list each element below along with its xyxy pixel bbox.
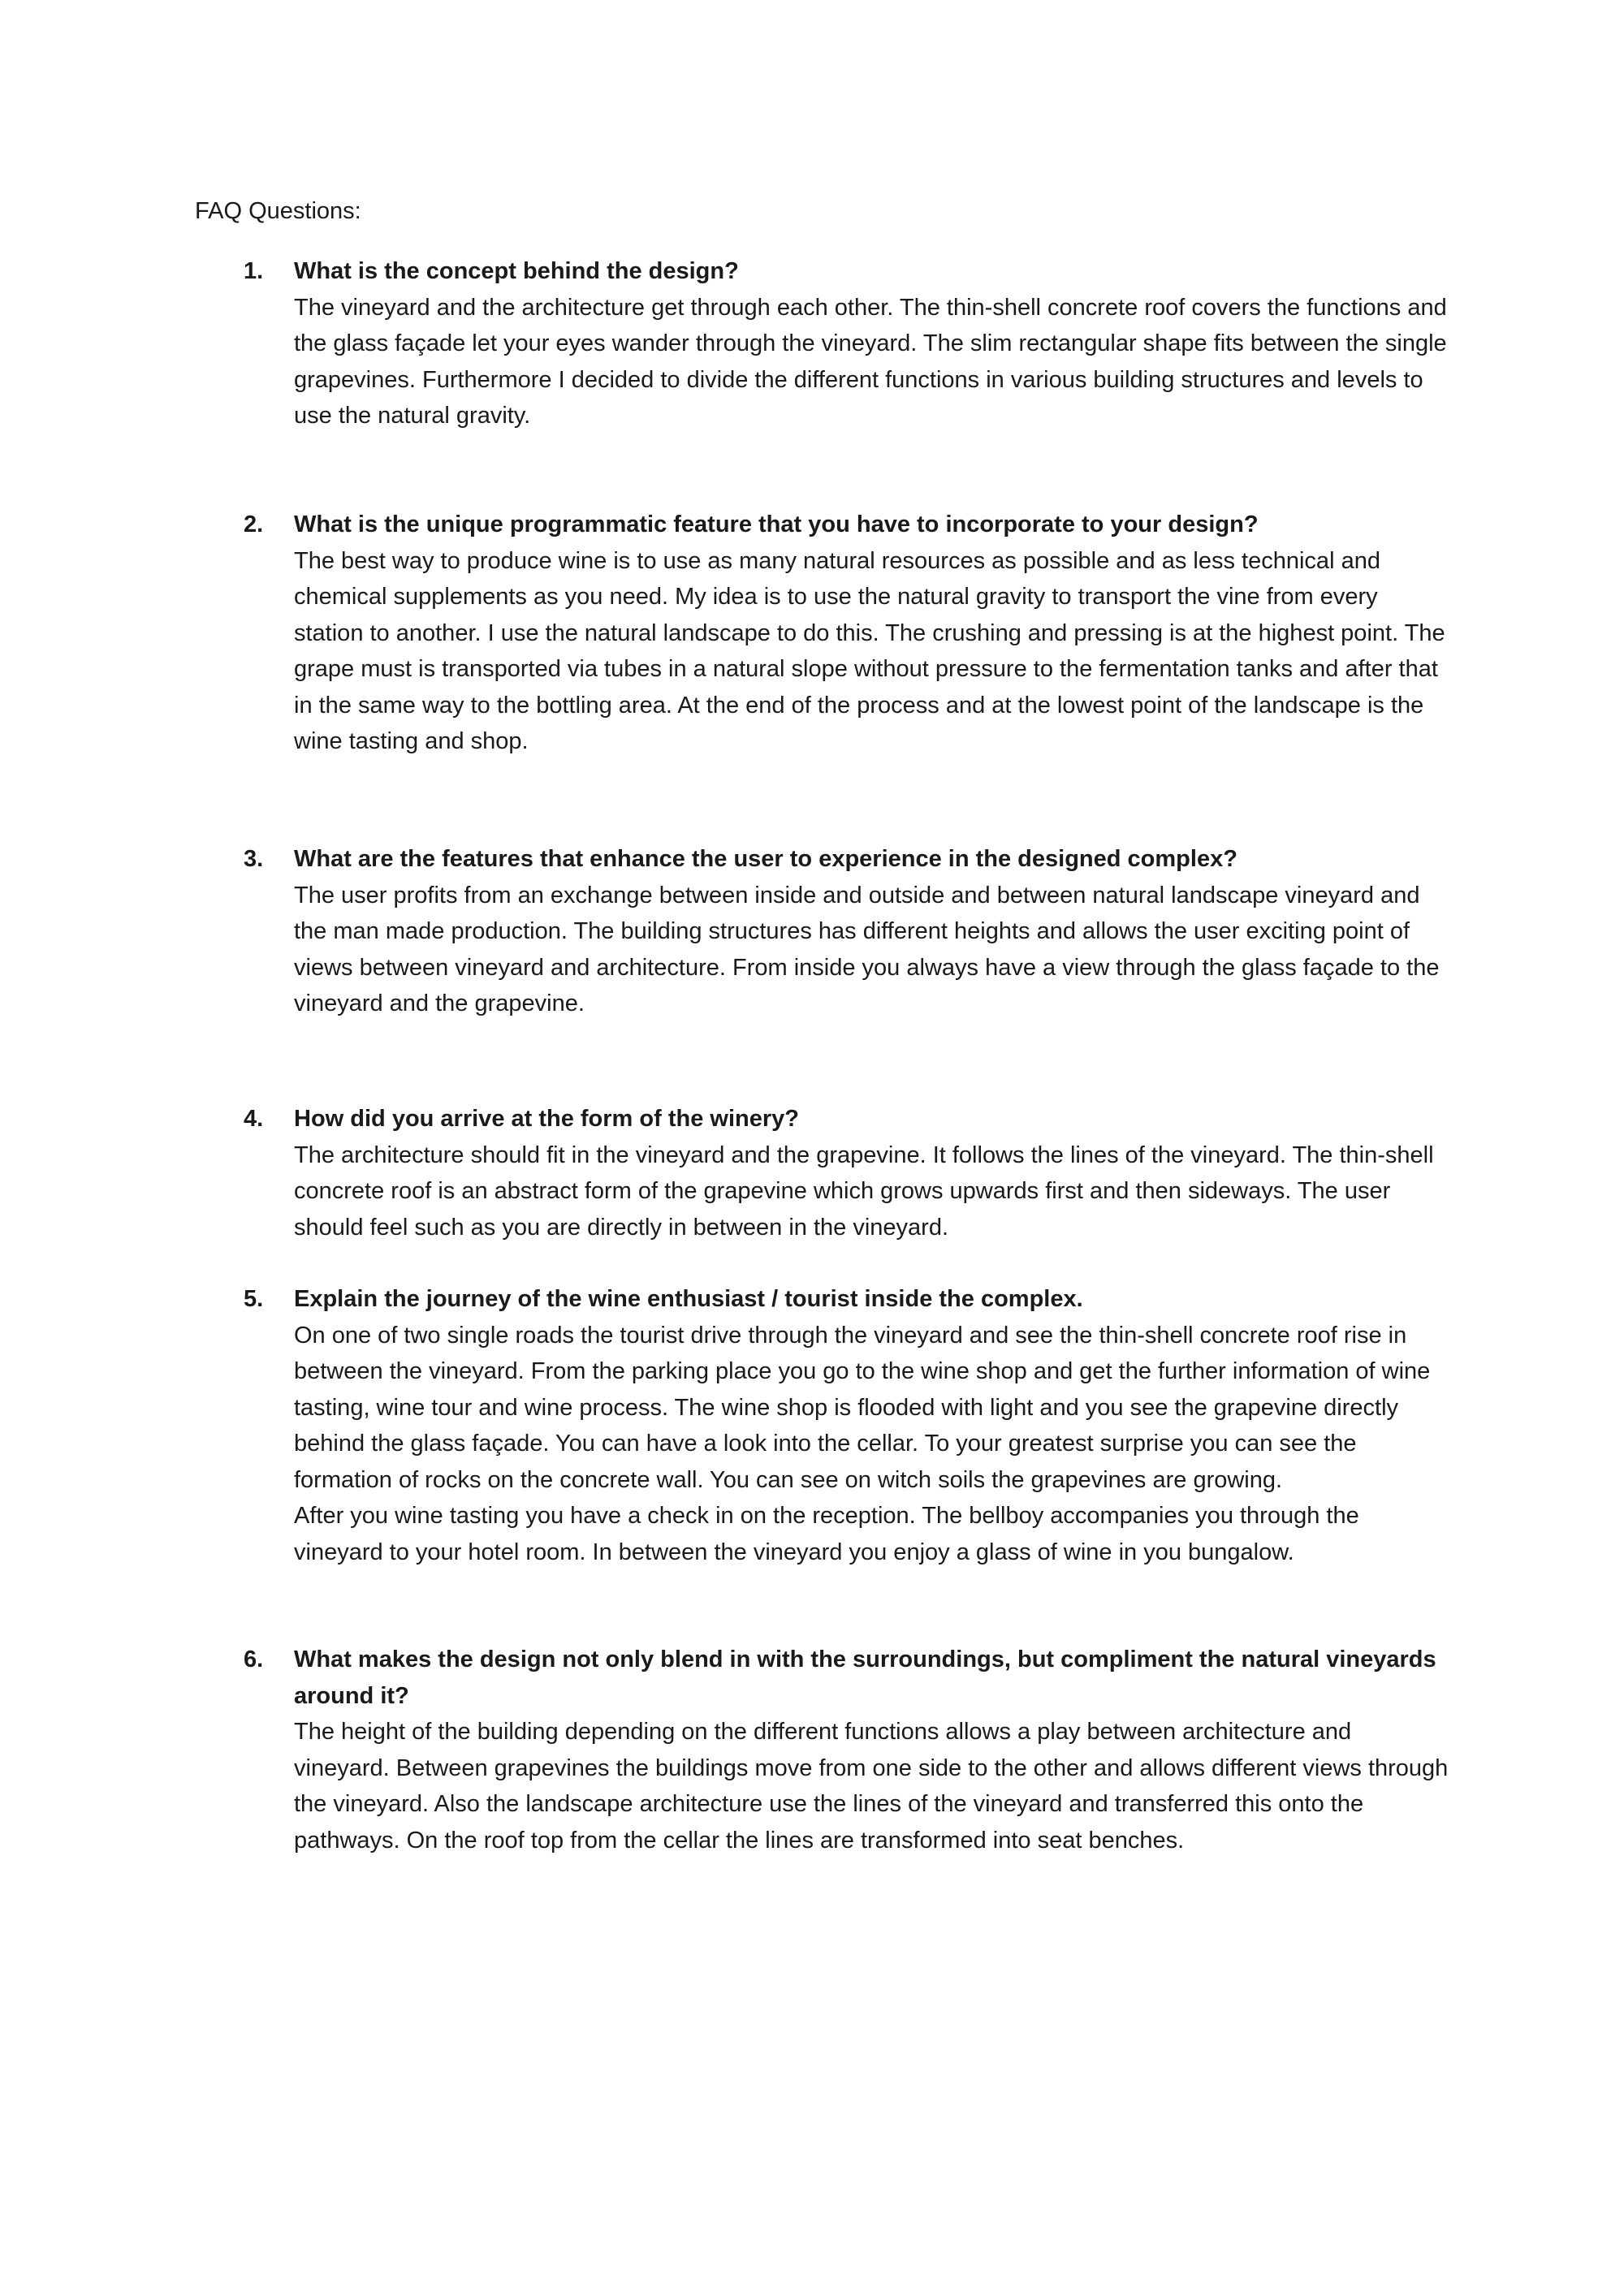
faq-body xyxy=(294,253,1451,434)
faq-number: 4. xyxy=(244,1106,264,1132)
faq-body xyxy=(294,507,1451,760)
faq-number: 3. xyxy=(244,846,264,872)
faq-number: 2. xyxy=(244,511,264,537)
faq-question: What are the features that enhance the user to experience in the designed complex? xyxy=(294,846,1237,872)
faq-question: How did you arrive at the form of the winery? xyxy=(294,1106,799,1132)
faq-question: Explain the journey of the wine enthusiast / tourist inside the complex. xyxy=(294,1286,1083,1312)
faq-body xyxy=(294,1642,1451,1858)
faq-number: 6. xyxy=(244,1646,264,1672)
faq-number: 1. xyxy=(244,258,264,284)
faq-answer-continued: After you wine tasting you have a check in on the reception. The bellboy accompanies you through the vineyard to your hotel room. In between the vineyard you enjoy a glass of wine in you bungalow. xyxy=(294,1503,1359,1565)
faq-question: What is the concept behind the design? xyxy=(294,258,739,284)
faq-answer: The best way to produce wine is to use as many natural resources as possible and as less technical and chemical supplements as you need. My idea is to use the natural gravity to transport the vine from every station to another. I use the natural landscape to do this. The crushing and pressing is at the highest point. The grape must is transported via tubes in a natural slope without pressure to the fermentation tanks and after that in the same way to the bottling area. At the end of the process and at the lowest point of the landscape is the wine tasting and shop. xyxy=(294,547,1445,754)
faq-answer: The user profits from an exchange between inside and outside and between natural landscape vineyard and the man made production. The building structures has different heights and allows the user exciting point of views between vineyard and architecture. From inside you always have a view through the glass façade to the vineyard and the grapevine. xyxy=(294,882,1440,1016)
faq-answer: The vineyard and the architecture get through each other. The thin-shell concrete roof covers the functions and the glass façade let your eyes wander through the vineyard. The slim rectangular shape fits between the single grapevines. Furthermore I decided to divide the different functions in various building structures and levels to use the natural gravity. xyxy=(294,294,1447,429)
faq-body xyxy=(294,1101,1451,1245)
faq-answer: The architecture should fit in the vineyard and the grapevine. It follows the lines of the vineyard. The thin-shell concrete roof is an abstract form of the grapevine which grows upwards first and then sideways. The user should feel such as you are directly in between in the vineyard. xyxy=(294,1142,1434,1241)
faq-body xyxy=(294,1281,1451,1570)
faq-answer: On one of two single roads the tourist drive through the vineyard and see the thin-shell concrete roof rise in between the vineyard. From the parking place you go to the wine shop and get the further information of wine tasting, wine tour and wine process. The wine shop is flooded with light and you see the grapevine directly behind the glass façade. You can have a look into the cellar. To your greatest surprise you can see the formation of rocks on the concrete wall. You can see on witch soils the grapevines are growing. xyxy=(294,1322,1431,1493)
faq-number: 5. xyxy=(244,1286,264,1312)
document-title: FAQ Questions: xyxy=(195,198,361,224)
faq-answer: The height of the building depending on the different functions allows a play between architecture and vineyard. Between grapevines the buildings move from one side to the other and allows different views through the vineyard. Also the landscape architecture use the lines of the vineyard and transferred this onto the pathways. On the roof top from the cellar the lines are transformed into seat benches. xyxy=(294,1719,1449,1854)
faq-body xyxy=(294,841,1451,1022)
faq-question: What is the unique programmatic feature that you have to incorporate to your design? xyxy=(294,511,1259,537)
faq-question: What makes the design not only blend in with the surroundings, but compliment the natural vineyards around it? xyxy=(294,1646,1436,1709)
